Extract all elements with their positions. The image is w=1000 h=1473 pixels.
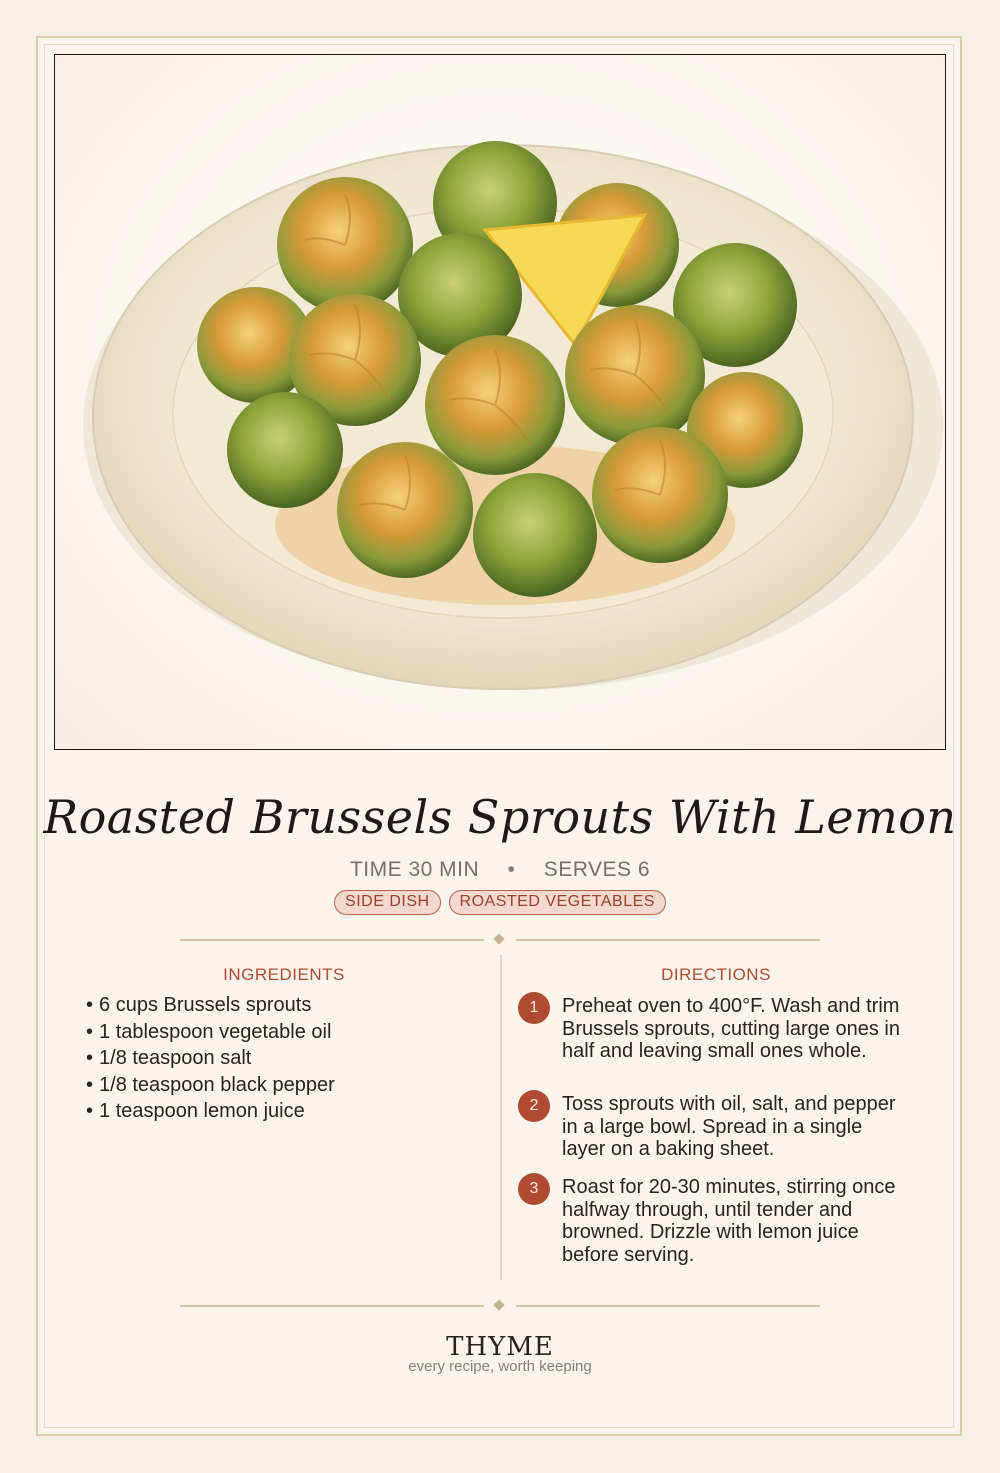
brand-tagline: every recipe, worth keeping	[408, 1358, 592, 1375]
cook-time: TIME 30 MIN	[349, 858, 480, 881]
column-divider	[500, 955, 502, 1280]
servings: SERVES 6	[543, 858, 651, 881]
step-number-badge: 3	[518, 1173, 550, 1205]
recipe-meta	[0, 858, 1000, 882]
diamond-ornament	[493, 933, 504, 944]
step-number-badge: 1	[518, 992, 550, 1024]
diamond-ornament	[493, 1299, 504, 1310]
section-divider-bottom	[180, 1300, 820, 1312]
recipe-illustration	[54, 54, 946, 750]
brussels-sprouts-plate-illustration	[55, 55, 946, 750]
directions-heading: DIRECTIONS	[661, 965, 771, 984]
ingredient-item: • 1 tablespoon vegetable oil	[86, 1019, 486, 1046]
ingredients-heading: INGREDIENTS	[223, 965, 345, 984]
ingredient-item: • 1/8 teaspoon black pepper	[86, 1072, 486, 1099]
ingredient-item: • 1 teaspoon lemon juice	[86, 1098, 486, 1125]
ingredient-item: • 1/8 teaspoon salt	[86, 1045, 486, 1072]
section-divider-top	[180, 934, 820, 946]
ingredients-list	[86, 992, 486, 1125]
ingredient-item: • 6 cups Brussels sprouts	[86, 992, 486, 1019]
tag-list	[0, 890, 1000, 915]
meta-separator: •	[507, 858, 516, 881]
step-number-badge: 2	[518, 1090, 550, 1122]
recipe-title: Roasted Brussels Sprouts With Lemon	[43, 790, 957, 844]
tag-side-dish[interactable]: SIDE DISH	[334, 890, 441, 915]
step-text: Roast for 20-30 minutes, stirring once halfway through, until tender and browned. Drizzle with lemon juice before serving.	[562, 1176, 896, 1266]
step-text: Preheat oven to 400°F. Wash and trim Brussels sprouts, cutting large ones in half and leaving small ones whole.	[562, 995, 900, 1062]
tag-roasted-vegetables[interactable]: ROASTED VEGETABLES	[449, 890, 666, 915]
step-text: Toss sprouts with oil, salt, and pepper in a large bowl. Spread in a single layer on a baking sheet.	[562, 1093, 896, 1160]
brand-logo-text: THYME	[446, 1332, 554, 1362]
